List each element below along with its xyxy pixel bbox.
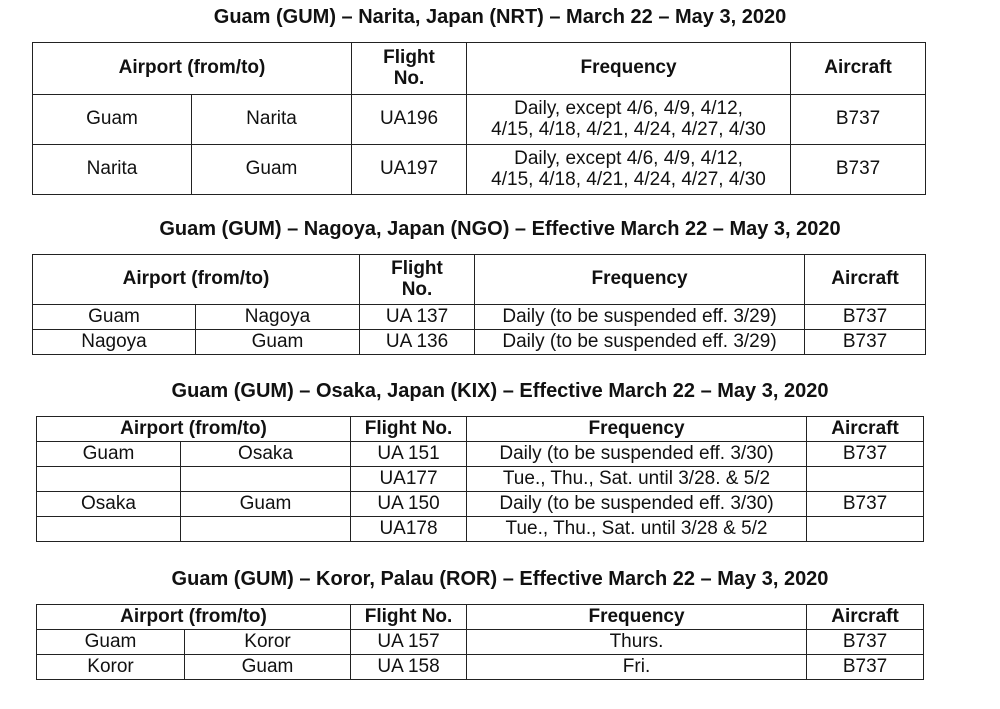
- cell-flight: UA177: [351, 467, 467, 492]
- schedule-title-narita: Guam (GUM) – Narita, Japan (NRT) – March 22 – May 3, 2020: [213, 6, 787, 28]
- cell-frequency: [467, 95, 791, 145]
- cell-aircraft: [807, 467, 924, 492]
- cell-flight: UA 136: [360, 330, 475, 355]
- header-flight-no: Flight No.: [351, 605, 467, 630]
- cell-flight: UA 150: [351, 492, 467, 517]
- cell-aircraft: B737: [805, 330, 926, 355]
- cell-aircraft: B737: [805, 305, 926, 330]
- cell-to: Osaka: [181, 442, 351, 467]
- table-row: [33, 95, 926, 145]
- header-flight-line2: No.: [393, 67, 425, 89]
- frequency-line1: Daily, except 4/6, 4/9, 4/12,: [514, 97, 743, 119]
- table-row: [33, 145, 926, 195]
- header-airport: Airport (from/to): [33, 255, 360, 305]
- header-frequency: Frequency: [467, 417, 807, 442]
- header-aircraft: Aircraft: [805, 255, 926, 305]
- cell-to: [181, 467, 351, 492]
- cell-frequency: Daily (to be suspended eff. 3/29): [475, 330, 805, 355]
- header-airport: Airport (from/to): [37, 417, 351, 442]
- table-row: [37, 492, 924, 517]
- cell-aircraft: B737: [807, 655, 924, 680]
- table-row: [37, 630, 924, 655]
- cell-from: Koror: [37, 655, 185, 680]
- cell-to: Guam: [181, 492, 351, 517]
- cell-from: [37, 517, 181, 542]
- cell-from: Osaka: [37, 492, 181, 517]
- header-frequency: Frequency: [475, 255, 805, 305]
- cell-flight: UA 157: [351, 630, 467, 655]
- cell-to: Narita: [192, 95, 352, 145]
- cell-flight: UA197: [352, 145, 467, 195]
- frequency-line2: 4/15, 4/18, 4/21, 4/24, 4/27, 4/30: [491, 118, 766, 140]
- table-row: [37, 467, 924, 492]
- header-aircraft: Aircraft: [791, 43, 926, 95]
- table-header-row: [33, 255, 926, 305]
- cell-from: Narita: [33, 145, 192, 195]
- cell-from: Guam: [37, 630, 185, 655]
- cell-aircraft: B737: [807, 492, 924, 517]
- header-aircraft: Aircraft: [807, 417, 924, 442]
- schedule-title-osaka: Guam (GUM) – Osaka, Japan (KIX) – Effective March 22 – May 3, 2020: [171, 380, 829, 402]
- schedule-table-koror: [36, 604, 924, 680]
- table-header-row: [37, 417, 924, 442]
- cell-to: Guam: [196, 330, 360, 355]
- table-row: [37, 517, 924, 542]
- cell-to: Guam: [192, 145, 352, 195]
- cell-frequency: Tue., Thu., Sat. until 3/28. & 5/2: [467, 467, 807, 492]
- header-aircraft: Aircraft: [807, 605, 924, 630]
- table-row: [33, 330, 926, 355]
- schedule-title-koror: Guam (GUM) – Koror, Palau (ROR) – Effective March 22 – May 3, 2020: [171, 568, 829, 590]
- header-flight-no: Flight No.: [351, 417, 467, 442]
- cell-from: Guam: [37, 442, 181, 467]
- schedule-table-osaka: [36, 416, 924, 542]
- cell-from: Guam: [33, 305, 196, 330]
- cell-to: Guam: [185, 655, 351, 680]
- header-frequency: Frequency: [467, 43, 791, 95]
- schedule-table-narita: [32, 42, 926, 195]
- cell-frequency: Tue., Thu., Sat. until 3/28 & 5/2: [467, 517, 807, 542]
- cell-frequency: Thurs.: [467, 630, 807, 655]
- header-airport: Airport (from/to): [37, 605, 351, 630]
- table-row: [37, 442, 924, 467]
- cell-flight: UA178: [351, 517, 467, 542]
- cell-to: Koror: [185, 630, 351, 655]
- cell-to: Nagoya: [196, 305, 360, 330]
- cell-frequency: Fri.: [467, 655, 807, 680]
- table-header-row: [33, 43, 926, 95]
- header-flight-line1: Flight: [391, 257, 443, 279]
- cell-from: Guam: [33, 95, 192, 145]
- cell-from: Nagoya: [33, 330, 196, 355]
- header-flight-no: [360, 255, 475, 305]
- cell-frequency: [467, 145, 791, 195]
- table-row: [37, 655, 924, 680]
- cell-frequency: Daily (to be suspended eff. 3/30): [467, 492, 807, 517]
- header-flight-line1: Flight: [383, 46, 435, 68]
- schedule-table-nagoya: [32, 254, 926, 355]
- table-row: [33, 305, 926, 330]
- cell-flight: UA 137: [360, 305, 475, 330]
- schedule-title-nagoya: Guam (GUM) – Nagoya, Japan (NGO) – Effective March 22 – May 3, 2020: [159, 218, 841, 240]
- header-airport: Airport (from/to): [33, 43, 352, 95]
- cell-to: [181, 517, 351, 542]
- cell-aircraft: B737: [807, 630, 924, 655]
- cell-aircraft: B737: [791, 95, 926, 145]
- cell-flight: UA196: [352, 95, 467, 145]
- frequency-line1: Daily, except 4/6, 4/9, 4/12,: [514, 147, 743, 169]
- header-frequency: Frequency: [467, 605, 807, 630]
- cell-frequency: Daily (to be suspended eff. 3/30): [467, 442, 807, 467]
- cell-from: [37, 467, 181, 492]
- table-header-row: [37, 605, 924, 630]
- cell-flight: UA 151: [351, 442, 467, 467]
- cell-aircraft: [807, 517, 924, 542]
- header-flight-no: [352, 43, 467, 95]
- frequency-line2: 4/15, 4/18, 4/21, 4/24, 4/27, 4/30: [491, 168, 766, 190]
- header-flight-line2: No.: [401, 278, 433, 300]
- cell-frequency: Daily (to be suspended eff. 3/29): [475, 305, 805, 330]
- cell-aircraft: B737: [791, 145, 926, 195]
- cell-aircraft: B737: [807, 442, 924, 467]
- cell-flight: UA 158: [351, 655, 467, 680]
